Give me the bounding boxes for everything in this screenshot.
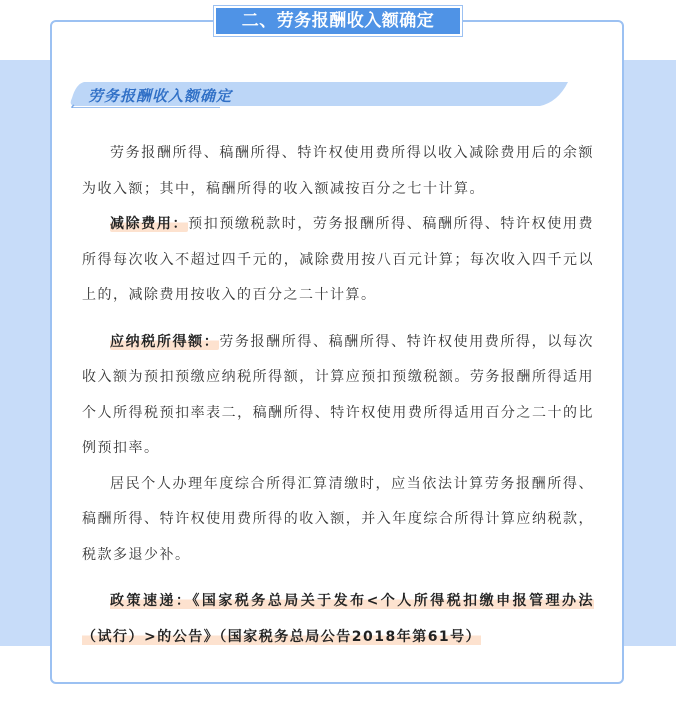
taxable-income-text: 劳务报酬所得、稿酬所得、特许权使用费所得，以每次收入额为预扣预缴应纳税所得额，计算应预扣预缴税额。劳务报酬所得适用个人所得税预扣率表二，稿酬所得、特许权使用费所得适用百分之二十的比例预扣率。 [82,333,595,456]
deduction-label: 减除费用： [110,216,189,232]
paragraph-deduction [82,207,594,314]
policy-note [82,584,594,655]
paragraph-income: 劳务报酬所得、稿酬所得、特许权使用费所得以收入减除费用后的余额为收入额；其中，稿酬所得的收入额减按百分之七十计算。 [82,145,594,197]
paragraph-taxable-income [82,325,594,467]
subtitle-text: 劳务报酬收入额确定 [88,87,233,105]
subtitle-banner [70,82,570,108]
article-body [82,136,594,655]
section-title: 二、劳务报酬收入额确定 [214,6,462,36]
policy-text: 政策速递：《国家税务总局关于发布<个人所得税扣缴申报管理办法（试行）>的公告》（国家税务总局公告2018年第61号） [82,593,594,645]
taxable-income-label: 应纳税所得额： [110,333,220,350]
deduction-text: 预扣预缴税款时，劳务报酬所得、稿酬所得、特许权使用费所得每次收入不超过四千元的，减除费用按八百元计算；每次收入四千元以上的，减除费用按收入的百分之二十计算。 [82,216,595,303]
paragraph-annual-settlement: 居民个人办理年度综合所得汇算清缴时，应当依法计算劳务报酬所得、稿酬所得、特许权使用费所得的收入额，并入年度综合所得计算应纳税款，税款多退少补。 [82,475,594,563]
